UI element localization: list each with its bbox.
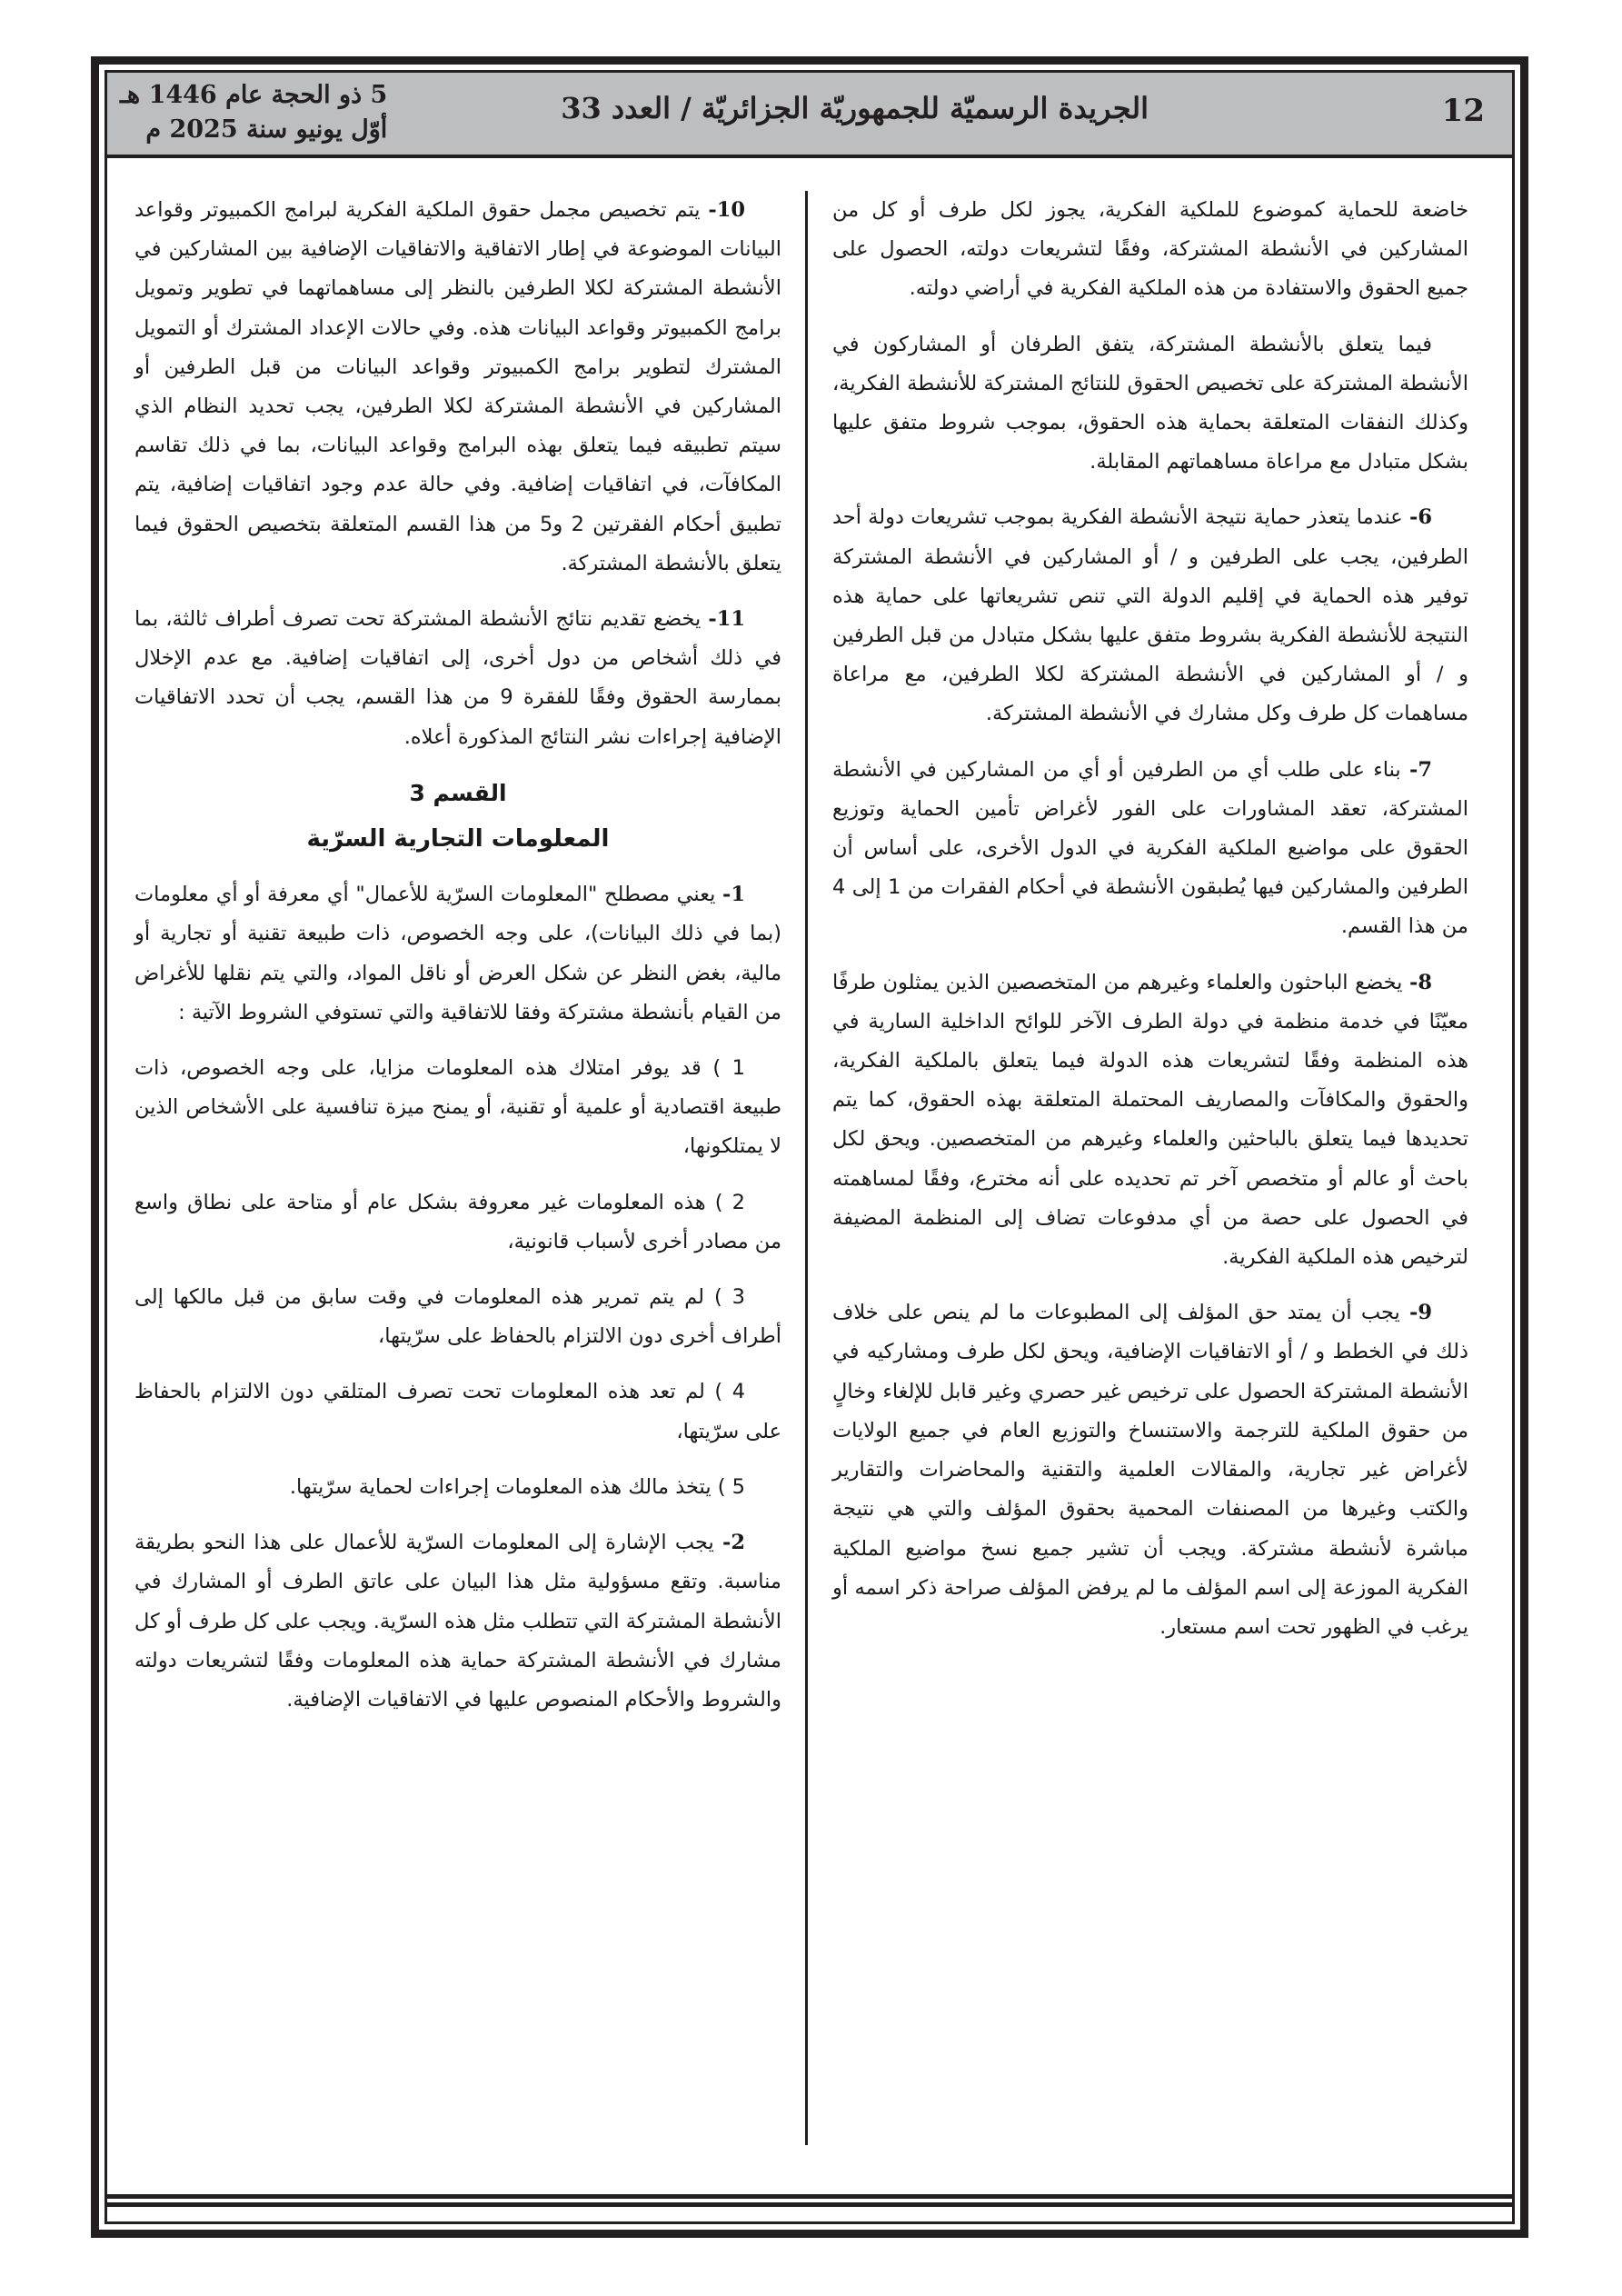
paragraph-number: 8- (1409, 970, 1432, 994)
left-column (134, 191, 781, 2167)
paragraph-number: 11- (708, 607, 745, 632)
paragraph-number: 2- (722, 1531, 745, 1555)
paragraph-number: 7- (1409, 757, 1432, 782)
list-item-4: 4 ) لم تعد هذه المعلومات تحت تصرف المتلقي دون الالتزام بالحفاظ على سرّيتها، (134, 1380, 781, 1443)
right-column (832, 191, 1468, 2167)
section-subtitle: المعلومات التجارية السرّية (306, 825, 610, 854)
paragraph-number: 10- (708, 198, 745, 222)
paragraph-1: 1- يعني مصطلح "المعلومات السرّية للأعمال" أي معرفة أو أي معلومات (بما في ذلك البيانات)، على وجه الخصوص، ذات طبيعة تقنية أو تجارية أو مالية، بغض النظر عن شكل العرض أو ناقل المواد، والتي يتم نقلها للأغراض من القيام بأنشطة مشتركة وفقا للاتفاقية والتي تستوفي الشروط الآتية : (134, 883, 781, 1024)
body-columns (107, 191, 1512, 2167)
list-number: 4 ) (714, 1380, 746, 1404)
page-frame (91, 56, 1528, 2238)
list-number: 5 ) (717, 1474, 745, 1499)
paragraph-9: 9- يجب أن يمتد حق المؤلف إلى المطبوعات ما لم ينص على خلاف ذلك في الخطط و / أو الاتفاقيات الإضافية، ويحق لكل طرف ومشاركيه في الأنشطة المشتركة الحصول على ترخيص غير حصري وغير قابل للإلغاء وخالٍ من حقوق الملكية للترجمة والاستنساخ والتوزيع العام في جميع الولايات لأغراض غير تجارية، والمقالات العلمية والتقنية والمحاضرات والتقارير والكتب وغيرها من المصنفات المحمية بحقوق المؤلف والتي هي نتيجة مباشرة لأنشطة مشتركة. ويجب أن تشير جميع نسخ مواضيع الملكية الفكرية الموزعة إلى اسم المؤلف ما لم يرفض المؤلف صراحة ذكر اسمه أو يرغب في الظهور تحت اسم مستعار. (832, 1301, 1468, 1639)
list-item-3: 3 ) لم يتم تمرير هذه المعلومات في وقت سابق من قبل مالكها إلى أطراف أخرى دون الالتزام بالحفاظ على سرّيتها، (134, 1285, 781, 1349)
bottom-double-rule (107, 2194, 1512, 2207)
paragraph-10: 10- يتم تخصيص مجمل حقوق الملكية الفكرية لبرامج الكمبيوتر وقواعد البيانات الموضوعة في إطار الاتفاقية والاتفاقيات الإضافية بين المشاركين في الأنشطة المشتركة لكلا الطرفين بالنظر إلى مساهماتهما في تطوير وتمويل برامج الكمبيوتر وقواعد البيانات هذه. وفي حالات الإعداد المشترك أو التمويل المشترك لتطوير برامج الكمبيوتر وقواعد البيانات من قبل الطرفين أو المشاركين في الأنشطة المشتركة لكلا الطرفين، يجب تحديد النظام الذي سيتم تطبيقه فيما يتعلق بهذه البرامج وقواعد البيانات، بما في ذلك تقاسم المكافآت، في اتفاقيات إضافية. وفي حالة عدم وجود اتفاقيات إضافية، يتم تطبيق أحكام الفقرتين 2 و5 من هذا القسم المتعلقة بتخصيص الحقوق فيما يتعلق بالأنشطة المشتركة. (134, 198, 781, 575)
section-title: القسم 3 (409, 779, 507, 806)
issue-date (120, 78, 387, 147)
paragraph-8: 8- يخضع الباحثون والعلماء وغيرهم من المتخصصين الذين يمثلون طرفًا معيّنًا في خدمة منظمة في دولة الطرف الآخر للوائح الداخلية السارية في هذه المنظمة وفقًا لتشريعات هذه الدولة فيما يتعلق بالملكية الفكرية، والحقوق والمكافآت والمصاريف المحتملة المتعلقة بهذه الحقوق، كما يتم تحديدها فيما يتعلق بالباحثين والعلماء وغيرهم من المتخصصين. ويحق لكل باحث أو عالم أو متخصص آخر تم تحديده على أنه مخترع، وفقًا لمساهمته في الحصول على حصة من أي مدفوعات تضاف إلى المنظمة المضيفة لترخيص هذه الملكية الفكرية. (832, 970, 1468, 1270)
list-item-5: 5 ) يتخذ مالك هذه المعلومات إجراءات لحماية سرّيتها. (289, 1474, 745, 1499)
page-number: 12 (1441, 93, 1485, 129)
date-hijri: 5 ذو الحجة عام 1446 هـ (120, 81, 388, 109)
paragraph-7: 7- بناء على طلب أي من الطرفين أو أي من المشاركين في الأنشطة المشتركة، تعقد المشاورات على الفور لأغراض تأمين الحماية وتوزيع الحقوق على مواضيع الملكية الفكرية في الدول الأخرى، على أساس أن الطرفين والمشاركين فيها يُطبقون الأنشطة في أحكام الفقرات من 1 إلى 4 من هذا القسم. (832, 757, 1468, 939)
list-number: 1 ) (712, 1056, 745, 1081)
gazette-title: الجريدة الرسميّة للجمهوريّة الجزائريّة / العدد 33 (561, 91, 1149, 125)
gazette-header (107, 73, 1512, 158)
list-number: 2 ) (714, 1190, 745, 1214)
paragraph-number: 6- (1409, 505, 1432, 530)
date-gregorian: أوّل يونيو سنة 2025 م (145, 115, 388, 144)
paragraph-6: 6- عندما يتعذر حماية نتيجة الأنشطة الفكرية بموجب تشريعات دولة أحد الطرفين، يجب على الطرفين و / أو المشاركين في الأنشطة المشتركة توفير هذه الحماية في إقليم الدولة التي تنص تشريعاتها على حماية هذه النتيجة للأنشطة الفكرية بشروط متفق عليها بشكل متبادل من قبل الطرفين و / أو المشاركين في الأنشطة المشتركة لكلا الطرفين، مع مراعاة مساهمات كل طرف وكل مشارك في الأنشطة المشتركة. (832, 505, 1468, 726)
paragraph: خاضعة للحماية كموضوع للملكية الفكرية، يجوز لكل طرف أو كل من المشاركين في الأنشطة المشتركة، وفقًا لتشريعات دولته، الحصول على جميع الحقوق والاستفادة من هذه الملكية الفكرية في أراضي دولته. (832, 198, 1468, 301)
list-number: 3 ) (713, 1285, 745, 1310)
paragraph: فيما يتعلق بالأنشطة المشتركة، يتفق الطرفان أو المشاركون في الأنشطة المشتركة على تخصيص الحقوق للنتائج المشتركة للأنشطة الفكرية، وكذلك النفقات المتعلقة بحماية هذه الحقوق، بموجب شروط متفق عليها بشكل متبادل مع مراعاة مساهماتهم المقابلة. (832, 332, 1468, 474)
paragraph-number: 1- (722, 883, 745, 907)
list-item-2: 2 ) هذه المعلومات غير معروفة بشكل عام أو متاحة على نطاق واسع من مصادر أخرى لأسباب قانونية، (134, 1190, 781, 1253)
paragraph-number: 9- (1409, 1301, 1432, 1325)
list-item-1: 1 ) قد يوفر امتلاك هذه المعلومات مزايا، على وجه الخصوص، ذات طبيعة اقتصادية أو علمية أو تقنية، أو يمنح ميزة تنافسية على الأشخاص الذين لا يمتلكونها، (134, 1056, 781, 1159)
paragraph-11: 11- يخضع تقديم نتائج الأنشطة المشتركة تحت تصرف أطراف ثالثة، بما في ذلك أشخاص من دول أخرى، إلى اتفاقيات إضافية. مع عدم الإخلال بممارسة الحقوق وفقًا للفقرة 9 من هذا القسم، يجب أن تحدد الاتفاقيات الإضافية إجراءات نشر النتائج المذكورة أعلاه. (134, 607, 781, 749)
page-frame-inner (104, 70, 1515, 2224)
column-divider (805, 191, 808, 2145)
paragraph-2: 2- يجب الإشارة إلى المعلومات السرّية للأعمال على هذا النحو بطريقة مناسبة. وتقع مسؤولية مثل هذا البيان على عاتق الطرف أو المشارك في الأنشطة المشتركة التي تتطلب مثل هذه السرّية. ويجب على كل طرف أو كل مشارك في الأنشطة المشتركة حماية هذه المعلومات وفقًا لتشريعات دولته والشروط والأحكام المنصوص عليها في الاتفاقيات الإضافية. (134, 1531, 781, 1712)
